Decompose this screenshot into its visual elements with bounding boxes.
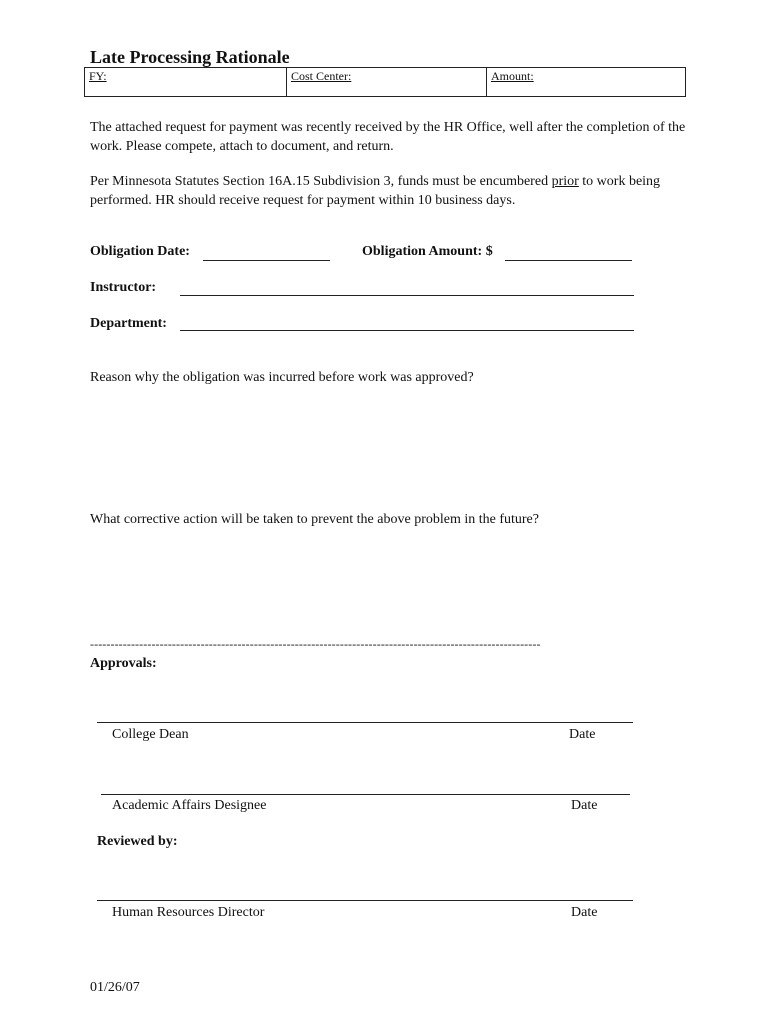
obligation-amount-line[interactable] xyxy=(505,260,632,261)
obligation-date-line[interactable] xyxy=(203,260,330,261)
college-dean-label: College Dean xyxy=(112,727,189,742)
header-fields-table xyxy=(84,67,686,97)
academic-affairs-signature-line[interactable] xyxy=(101,794,630,795)
department-line[interactable] xyxy=(180,330,634,331)
approvals-heading: Approvals: xyxy=(90,656,157,671)
cost-center-label: Cost Center: xyxy=(291,69,352,83)
form-title: Late Processing Rationale xyxy=(90,47,290,67)
reviewed-by-heading: Reviewed by: xyxy=(97,834,178,849)
statute-text-underlined: prior xyxy=(551,174,579,189)
fy-label: FY: xyxy=(89,69,107,83)
cost-center-field[interactable] xyxy=(287,68,487,96)
instructor-line[interactable] xyxy=(180,295,634,296)
instructor-label: Instructor: xyxy=(90,280,157,295)
department-label: Department: xyxy=(90,316,167,331)
college-dean-signature-line[interactable] xyxy=(97,722,633,723)
obligation-amount-label: Obligation Amount: $ xyxy=(362,244,493,259)
reason-question: Reason why the obligation was incurred before work was approved? xyxy=(90,370,474,385)
amount-label: Amount: xyxy=(491,69,534,83)
corrective-question: What corrective action will be taken to prevent the above problem in the future? xyxy=(90,512,539,527)
obligation-date-label: Obligation Date: xyxy=(90,244,190,259)
hr-director-label: Human Resources Director xyxy=(112,905,265,920)
reason-answer-area[interactable] xyxy=(90,392,634,502)
academic-affairs-date-label: Date xyxy=(571,798,598,813)
hr-director-signature-line[interactable] xyxy=(97,900,633,901)
separator-dashes: -------------------------------------------------------------------------------------------------------------- xyxy=(90,637,541,651)
college-dean-date-label: Date xyxy=(569,727,596,742)
hr-director-date-label: Date xyxy=(571,905,598,920)
amount-field[interactable] xyxy=(487,68,685,96)
intro-paragraph: The attached request for payment was recently received by the HR Office, well after the completion of the work. Please compete, attach to document, and return. xyxy=(90,120,686,154)
corrective-answer-area[interactable] xyxy=(90,534,634,630)
fy-field[interactable] xyxy=(85,68,287,96)
footer-date: 01/26/07 xyxy=(90,980,140,995)
academic-affairs-label: Academic Affairs Designee xyxy=(112,798,267,813)
statute-text-before: Per Minnesota Statutes Section 16A.15 Subdivision 3, funds must be encumbered xyxy=(90,174,552,189)
statute-text-after: to work being performed. HR should receive request for payment within 10 business days. xyxy=(90,174,661,208)
statute-paragraph xyxy=(90,172,690,210)
